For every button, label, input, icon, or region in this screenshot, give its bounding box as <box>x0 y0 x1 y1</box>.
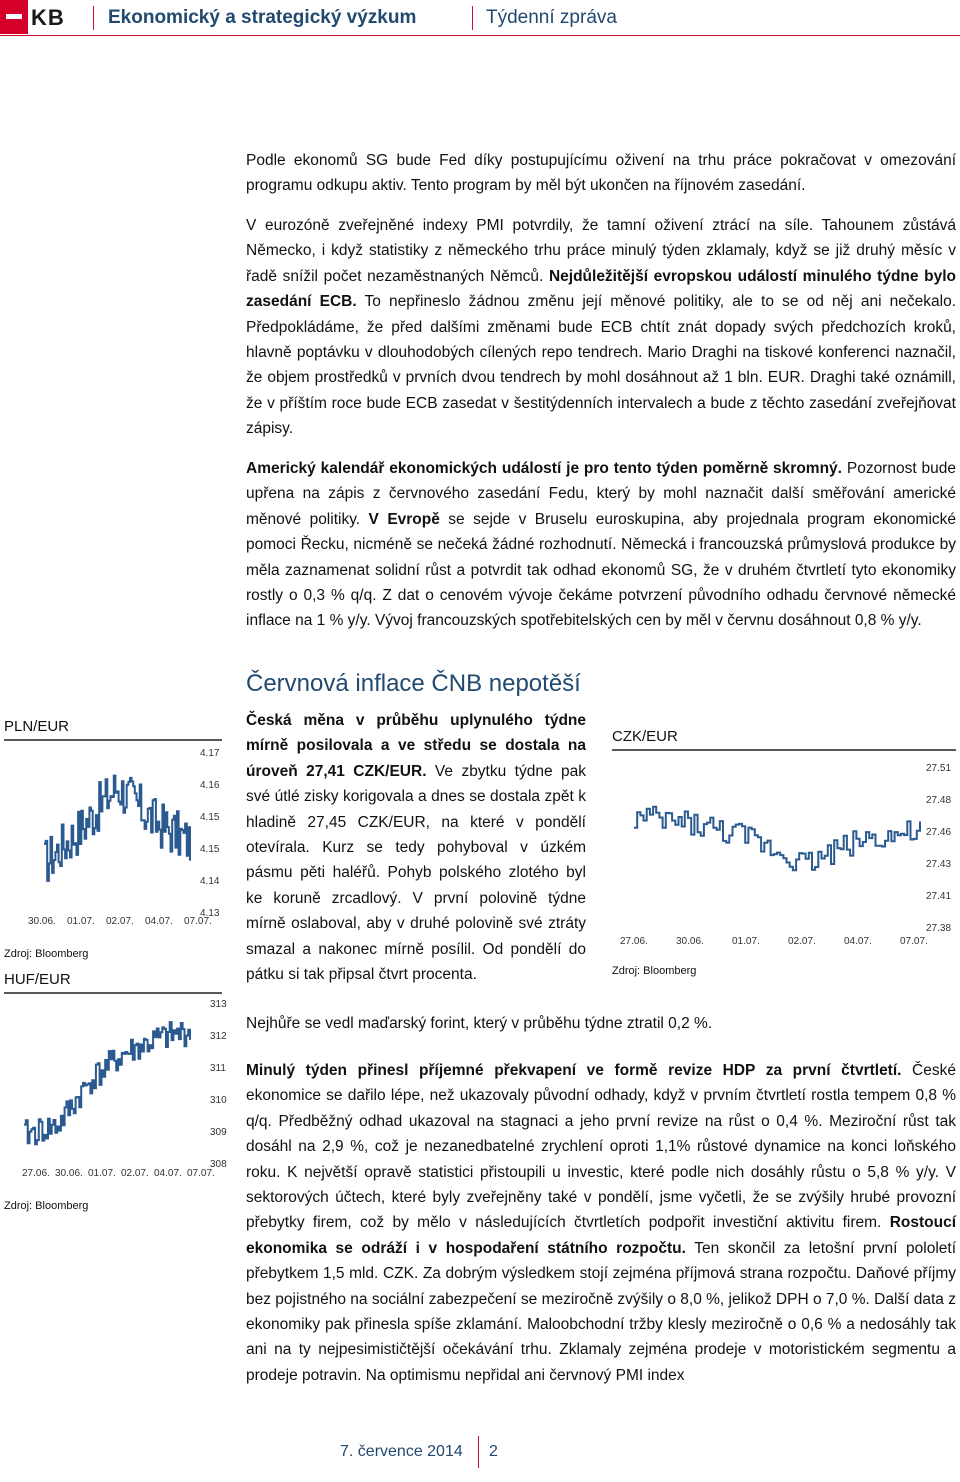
huf-chart <box>0 991 240 1171</box>
pln-x-tick: 07.07. <box>184 916 212 927</box>
huf-y-tick: 313 <box>210 999 227 1010</box>
huf-y-tick: 309 <box>210 1127 227 1138</box>
bold-run: Nejdůležitější evropskou událostí minulého týdne bylo zasedání ECB. <box>246 267 957 311</box>
huf-x-tick: 02.07. <box>121 1168 149 1179</box>
huf-x-tick: 01.07. <box>88 1168 116 1179</box>
pln-y-tick: 4.17 <box>200 748 220 759</box>
header-title: Ekonomický a strategický výzkum <box>108 7 417 28</box>
header-divider <box>472 6 473 30</box>
text-run: Pozornost bude upřena na zápis z červnového zasedání Fedu, který by mohl naznačit další směřování americké měnové politiky. <box>246 460 956 528</box>
czk-chart-title: CZK/EUR <box>612 728 678 745</box>
huf-chart-title: HUF/EUR <box>4 971 71 988</box>
bold-run: Americký kalendář ekonomických událostí je pro tento týden poměrně skromný. <box>246 460 842 477</box>
huf-y-tick: 310 <box>210 1095 227 1106</box>
czk-x-tick: 01.07. <box>732 936 760 947</box>
czk-x-tick: 27.06. <box>620 936 648 947</box>
pln-chart-title: PLN/EUR <box>4 718 70 735</box>
huf-y-tick: 312 <box>210 1031 227 1042</box>
paragraph-fed: Podle ekonomů SG bude Fed díky postupujícímu oživení na trhu práce pokračovat v omezování programu odkupu aktiv. Tento program by měl být ukončen na říjnovém zasedání. <box>246 152 956 195</box>
czk-x-tick: 30.06. <box>676 936 704 947</box>
section-heading: Červnová inflace ČNB nepotěší <box>246 670 581 697</box>
huf-y-tick: 308 <box>210 1159 227 1170</box>
pln-x-tick: 02.07. <box>106 916 134 927</box>
huf-y-tick: 311 <box>210 1063 226 1074</box>
paragraph-huf: Nejhůře se vedl maďarský forint, který v průběhu týdne ztratil 0,2 %. <box>246 1015 713 1032</box>
kb-logo-mark <box>0 0 28 34</box>
header-rule <box>0 35 960 36</box>
czk-y-tick: 27.46 <box>926 827 952 838</box>
report-header <box>0 0 960 34</box>
page-number: 2 <box>489 1443 498 1460</box>
header-divider <box>93 6 94 30</box>
footer-date: 7. července 2014 <box>340 1443 463 1460</box>
czk-x-tick: 07.07. <box>900 936 928 947</box>
paragraph-calendar <box>246 456 956 634</box>
huf-x-tick: 30.06. <box>55 1168 83 1179</box>
pln-source: Zdroj: Bloomberg <box>4 948 89 960</box>
text-run: V eurozóně zveřejněné indexy PMI potvrdily, že tamní oživení ztrácí na síle. Tahounem zůstává Německo, i když statistiky z německého trhu práce minulý týden zklamaly, když se již druhý měsíc v řadě snížil počet nezaměstnaných Němců. <box>246 217 956 285</box>
paragraph-czk <box>246 708 586 987</box>
huf-series-line <box>24 1022 190 1144</box>
text-run: Ve zbytku týdne pak své útlé zisky korigovala a dnes se dostala zpět k hladině 27,45 CZK/EUR, na které v pondělí otevírala. Kurz se tedy pohyboval v úzkém pásmu pěti haléřů. Pohyb polského zlotého byl ke koruně zrcadlový. V první polovině týdne mírně oslaboval, aby v druhé polovině své ztráty smazal a nakonec mírně posílil. Od pondělí do pátku si tak připsal čtvrt procenta. <box>246 762 586 984</box>
huf-source: Zdroj: Bloomberg <box>4 1200 89 1212</box>
pln-y-tick: 4.13 <box>200 908 220 919</box>
pln-x-tick: 01.07. <box>67 916 95 927</box>
pln-x-tick: 30.06. <box>28 916 56 927</box>
huf-x-tick: 04.07. <box>154 1168 182 1179</box>
text-run: Ten skončil za letošní první pololetí přebytkem 1,5 mld. CZK. Za dobrým výsledkem stojí zejména příjmová strana rozpočtu. Daňové příjmy bez pojistného na sociální zabezpečení se meziročně zvýšily o 8,0 %, jelikož DPH o 7,0 %. Další data z ekonomiky pak přinesla spíše zklamání. Maloobchodní tržby klesly meziročně o 0,6 % a nedosáhly tak ani na ty nejpesimističtější očekávání trhu. Zklamaly zejména prodeje v motoristickém segmentu a prodeje potravin. Na optimismu nepřidal ani červnový PMI index <box>246 1239 957 1384</box>
text-run: To nepřineslo žádnou změnu její měnové politiky, ale to se od něj ani nečekalo. Předpokládáme, že před dalšími změnami bude ECB chtít znát dopady svých předchozích kroků, hlavně poptávku v dlouhodobých cílených repo tendrech. Mario Draghi na tiskové konferenci naznačil, že objem prostředků v prvních dvou tendrech by mohl dosáhnout až 1 bln. EUR. Draghi také oznámill, že v příštím roce bude ECB zasedat v šestitýdenních intervalech a bude z těchto zasedání zveřejňovat zápisy. <box>246 293 957 438</box>
bold-run: Rostoucí ekonomika se odráží i v hospodaření státního rozpočtu. <box>246 1214 956 1257</box>
czk-y-tick: 27.38 <box>926 923 952 934</box>
text-run: České ekonomice se dařilo lépe, než ukazovaly původní odhady, když v prvním čtvrtletí rostla tempem 0,8 % q/q. Předběžný odhad ukazoval na stagnaci a jeho první revize na růst o 0,4 %. Meziroční růst tak dosáhl na 2,9 %, což je nezanedbatelné zrychlení oproti 1,1% růstové dynamice na konci loňského roku. K největší opravě statistici přistoupili u investic, které podle nich dosáhly růstu o 5,8 % y/y. V sektorových účtech, které byly zveřejněny také v pondělí, jsme vyčetli, že se zvýšily hrubé provozní přebytky firem, což by mělo v následujících čtvrtletích podpořit investiční aktivitu firem. <box>246 1062 956 1232</box>
pln-series-line <box>44 776 190 881</box>
czk-y-tick: 27.41 <box>926 891 952 902</box>
kb-logo-text: KB <box>31 5 65 30</box>
footer-divider <box>478 1436 479 1468</box>
pln-y-tick: 4.16 <box>200 780 220 791</box>
czk-y-tick: 27.48 <box>926 795 952 806</box>
huf-x-tick: 27.06. <box>22 1168 50 1179</box>
pln-y-tick: 4.15 <box>200 812 220 823</box>
paragraph-gdp <box>246 1058 956 1388</box>
czk-x-tick: 02.07. <box>788 936 816 947</box>
bold-run: V Evropě <box>368 510 440 528</box>
bold-run: Česká měna v průběhu uplynulého týdne mírně posilovala a ve středu se dostala na úroveň 27,41 CZK/EUR. <box>246 712 586 780</box>
huf-x-tick: 07.07. <box>187 1168 215 1179</box>
bold-run: Minulý týden přinesl příjemné překvapení ve formě revize HDP za první čtvrtletí. <box>246 1062 902 1079</box>
text-run: se sejde v Bruselu euroskupina, aby projednala program ekonomické pomoci Řecku, nicméně se nečeká žádné rozhodnutí. Německá i francouzská průmyslová produkce by měla zaznamenat solidní růst a potvrdit tak odhad ekonomů SG, že v druhém čtvrtletí tyto ekonomiky rostly o 0,3 % q/q. Z dat o cenovém vývoje čekáme potvrzení původního odhadu červnové německé inflace na 1 % y/y. Vývoj francouzských spotřebitelských cen by měl v červnu dosáhnout 0,8 % y/y. <box>246 510 957 630</box>
header-subtitle: Týdenní zpráva <box>486 7 617 28</box>
pln-y-tick: 4.14 <box>200 876 220 887</box>
czk-x-tick: 04.07. <box>844 936 872 947</box>
czk-y-tick: 27.43 <box>926 859 952 870</box>
czk-series-line <box>634 807 920 871</box>
pln-x-tick: 04.07. <box>145 916 173 927</box>
czk-y-tick: 27.51 <box>926 763 952 774</box>
pln-y-tick: 4.15 <box>200 844 220 855</box>
paragraph-eurozone <box>246 213 956 442</box>
czk-chart <box>608 748 958 938</box>
czk-source: Zdroj: Bloomberg <box>612 965 697 977</box>
